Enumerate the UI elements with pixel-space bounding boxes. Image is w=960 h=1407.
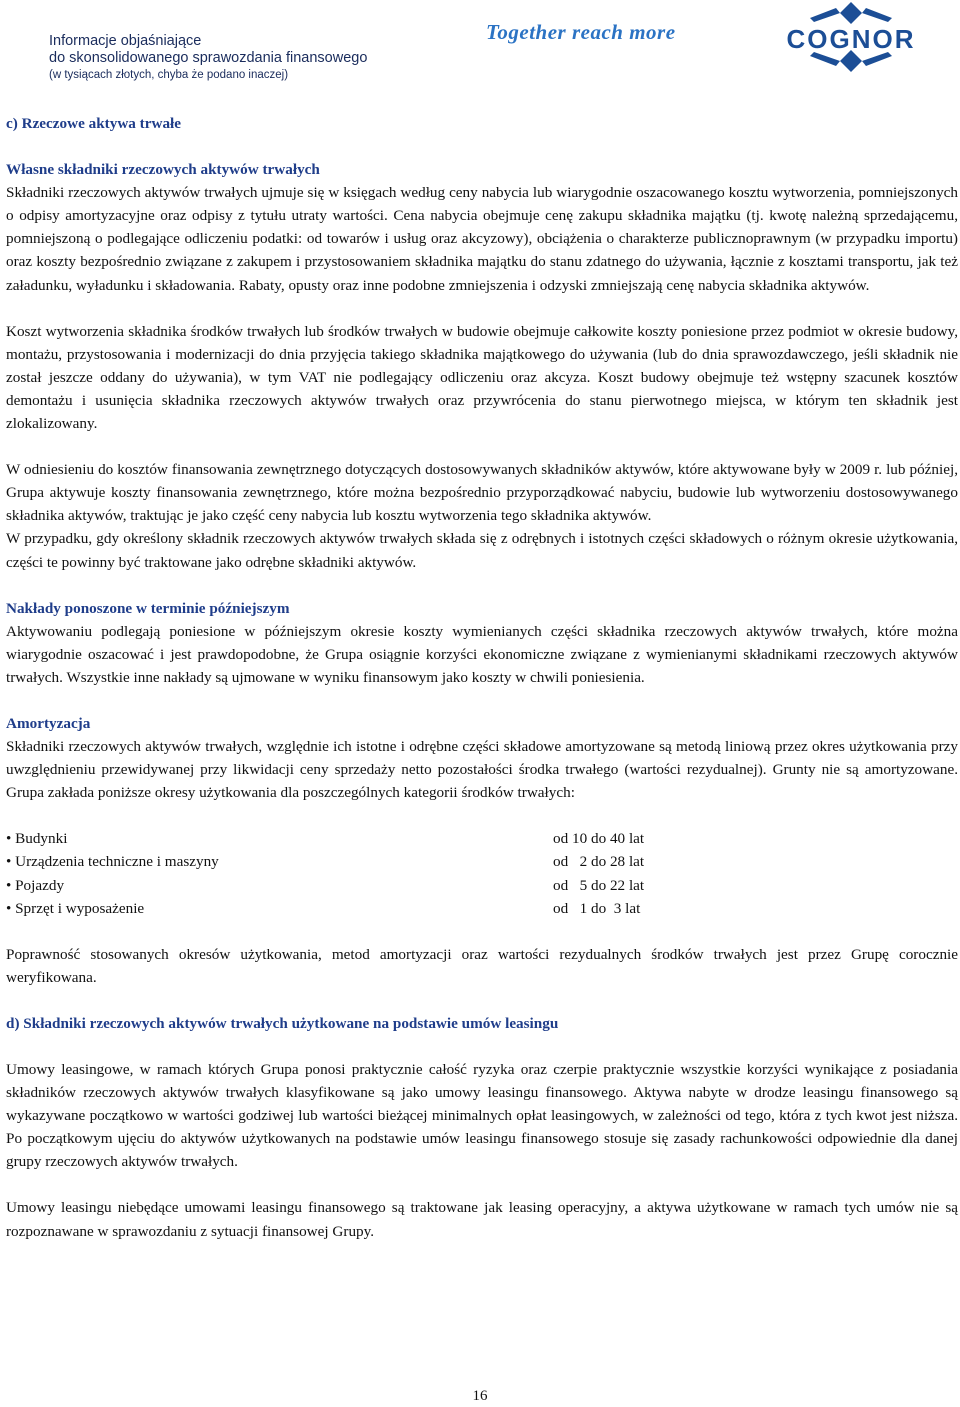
paragraph-review: Poprawność stosowanych okresów użytkowania, metod amortyzacji oraz wartości rezydualnych środków trwałych jest przez Grupę corocznie weryfikowana. bbox=[6, 945, 958, 986]
list-item bbox=[6, 850, 958, 873]
paragraph-operating-lease: Umowy leasingu niebędące umowami leasingu finansowego są traktowane jak leasing operacyjny, a aktywa użytkowane w ramach tych umów nie są rozpoznawane w sprawozdaniu z sytuacji finansowej Grupy. bbox=[6, 1199, 958, 1240]
paragraph-components: W przypadku, gdy określony składnik rzeczowych aktywów trwałych składa się z odrębnych i istotnych części składowych o różnym okresie użytkowania, części te powinny być traktowane jako odrębne składniki aktywów. bbox=[6, 530, 958, 571]
logo-text: COGNOR bbox=[786, 24, 916, 54]
paragraph-production-cost: Koszt wytworzenia składnika środków trwałych lub środków trwałych w budowie obejmuje całkowite koszty poniesione przez podmiot w okresie budowy, montażu, przystosowania i modernizacji do dnia przyjęcia takiego składnika majątkowego do używania (lub do dnia sprawozdawczego, jeśli składnik nie został jeszcze oddany do używania), w tym VAT nie podlegający odliczeniu oraz akcyza. Koszt budowy obejmuje też wstępny szacunek kosztów demontażu i usunięcia składnika rzeczowych aktywów trwałych oraz przywrócenia do stanu pierwotnego miejsca, w którym ten składnik jest zlokalizowany. bbox=[6, 322, 958, 433]
useful-life-period: od 10 do 40 lat bbox=[553, 830, 645, 848]
header-line-3: (w tysiącach złotych, chyba że podano inaczej) bbox=[49, 69, 289, 81]
paragraph-depreciation: Składniki rzeczowych aktywów trwałych, względnie ich istotne i odrębne części składowe amortyzowane są metodą liniową przez okres użytkowania przy uwzględnieniu przewidywanej przy likwidacji ceny sprzedaży netto pozostałości środka trwałego (wartości rezydualnej). Grunty nie są amortyzowane. Grupa zakłada poniższe okresy użytkowania dla poszczególnych kategorii środków trwałych: bbox=[6, 738, 958, 802]
cognor-logo bbox=[780, 0, 922, 76]
paragraph-subsequent-costs: Aktywowaniu podlegają poniesione w późniejszym okresie koszty wymienianych części składnika rzeczowych aktywów trwałych, które można wiarygodnie oszacować i jest prawdopodobne, że Grupa osiągnie korzyści ekonomiczne związane z wymienianymi składnikami rzeczowych aktywów trwałych. Wszystkie inne nakłady są ujmowane w wyniku finansowym jako koszty w chwili poniesienia. bbox=[6, 622, 958, 686]
depreciation-heading: Amortyzacja bbox=[6, 714, 91, 732]
paragraph-finance-lease: Umowy leasingowe, w ramach których Grupa ponosi praktycznie całość ryzyka oraz czerpie praktycznie wszystkie korzyści wynikające z posiadania składników rzeczowych aktywów trwałych klasyfikowane są jako umowy leasingu finansowego. Aktywa nabyte w drodze leasingu finansowego są wykazywane początkowo w wartości godziwej lub wartości bieżącej minimalnych opłat leasingowych, w zależności od tego, która z tych kwot jest niższa. Po początkowym ujęciu do aktywów użytkowanych na podstawie umów leasingu finansowego stosuje się zasady rachunkowości odpowiednie dla danej grupy rzeczowych aktywów trwałych. bbox=[6, 1061, 958, 1171]
header-line-2: do skonsolidowanego sprawozdania finansowego bbox=[49, 50, 368, 66]
asset-category: • Pojazdy bbox=[6, 876, 65, 894]
useful-life-period: od 2 do 28 lat bbox=[553, 853, 645, 871]
own-assets-heading: Własne składniki rzeczowych aktywów trwałych bbox=[6, 161, 320, 179]
useful-life-period: od 1 do 3 lat bbox=[553, 899, 641, 917]
list-item bbox=[6, 827, 958, 850]
list-item bbox=[6, 874, 958, 897]
paragraph-acquisition-cost: Składniki rzeczowych aktywów trwałych ujmuje się w księgach według ceny nabycia lub wiarygodnie oszacowanego kosztu wytworzenia, pomniejszonych o odpisy amortyzacyjne oraz odpisy z tytułu utraty wartości. Cena nabycia obejmuje cenę zakupu składnika majątku (tj. kwotę należną sprzedającemu, pomniejszoną o podlegające odliczeniu podatki: od towarów i usług oraz akcyzowy), obciążenia o charakterze publicznoprawnym (w przypadku importu) oraz koszty bezpośrednio związane z zakupem i przystosowaniem składnika majątku do stanu zdatnego do używania, łącznie z kosztami transportu, jak też załadunku, wyładunku i składowania. Rabaty, opusty oraz inne podobne zmniejszenia i odzyski zmniejszają cenę nabycia składnika aktywów. bbox=[6, 184, 958, 294]
header-line-1: Informacje objaśniające bbox=[49, 33, 202, 49]
paragraph-borrowing-costs: W odniesieniu do kosztów finansowania zewnętrznego dotyczących dostosowywanych składników aktywów, które aktywowane były w 2009 r. lub później, Grupa aktywuje koszty finansowania zewnętrznego, które można bezpośrednio przyporządkować nabyciu, budowie lub wytworzeniu dostosowywanego składnika aktywów, traktując je jako część ceny nabycia lub kosztu wytworzenia tego składnika aktywów. bbox=[6, 461, 958, 525]
useful-life-period: od 5 do 22 lat bbox=[553, 876, 645, 894]
report-header-text bbox=[49, 33, 367, 84]
subsequent-costs-heading: Nakłady ponoszone w terminie późniejszym bbox=[6, 599, 290, 617]
asset-category: • Sprzęt i wyposażenie bbox=[6, 899, 145, 917]
asset-category: • Urządzenia techniczne i maszyny bbox=[6, 853, 219, 871]
company-slogan: Together reach more bbox=[486, 20, 676, 44]
section-c-title: c) Rzeczowe aktywa trwałe bbox=[6, 115, 181, 132]
page-header bbox=[0, 0, 960, 90]
page-number: 16 bbox=[472, 1388, 488, 1404]
section-d-title: d) Składniki rzeczowych aktywów trwałych użytkowane na podstawie umów leasingu bbox=[6, 1014, 559, 1032]
asset-category: • Budynki bbox=[6, 830, 68, 848]
useful-life-list bbox=[6, 827, 958, 919]
list-item bbox=[6, 897, 958, 920]
document-body bbox=[6, 112, 958, 1243]
